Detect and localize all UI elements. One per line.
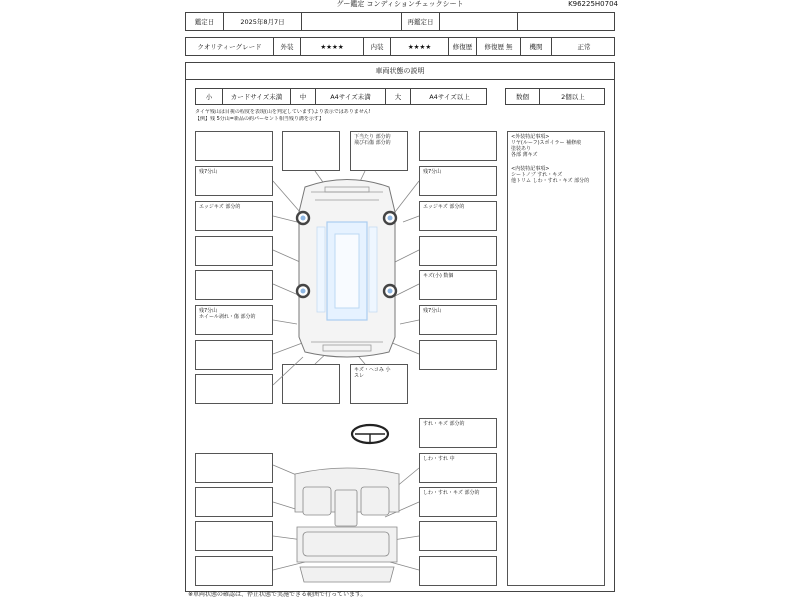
engine-label: 機関 bbox=[521, 38, 552, 55]
footer-note: ※車両状態の確認は、停止状態で実施できる範囲で行っています。 bbox=[188, 591, 367, 598]
callout-text: エッジキズ 部分的 bbox=[199, 204, 241, 210]
tire-note-1: タイヤ残山は目視の程度を表現(山を判定しています)より表示ではありません! bbox=[195, 109, 371, 115]
legend-medium: 中 bbox=[291, 89, 316, 104]
legend-large: 大 bbox=[386, 89, 411, 104]
legend-large-desc: A4サイズ以上 bbox=[429, 93, 470, 101]
callout-text: キズ・ヘコみ 小 スレ bbox=[354, 367, 391, 379]
legend-medium-desc: A4サイズ未満 bbox=[316, 89, 386, 104]
exterior-note-1: リヤ(ルーフ)スポイラー 補修痕 bbox=[511, 140, 582, 146]
document-id: K96225H0704 bbox=[568, 0, 618, 8]
rejudge-label: 再鑑定日 bbox=[402, 13, 440, 30]
section-title: 車両状態の説明 bbox=[185, 63, 615, 80]
legend-small: 小 bbox=[196, 89, 223, 104]
interior-note-1: シートノブ すれ・キズ bbox=[511, 172, 563, 178]
sheet-title: グー鑑定 コンディションチェックシート bbox=[336, 0, 464, 8]
count-value: 2個以上 bbox=[561, 93, 585, 101]
interior-rating: ★★★★ bbox=[391, 38, 449, 55]
repair-label: 修復歴 bbox=[449, 38, 477, 55]
callout-text: 残7分山 bbox=[199, 169, 218, 175]
count-label: 数個 bbox=[506, 89, 540, 104]
engine-value: 正常 bbox=[577, 43, 591, 51]
date-label: 鑑定日 bbox=[186, 13, 224, 30]
steering-wheel-icon bbox=[352, 425, 388, 443]
callout-text: しわ・すれ 中 bbox=[423, 456, 455, 462]
callout-text: キズ(小) 数個 bbox=[423, 273, 454, 279]
callout-text: エッジキズ 部分的 bbox=[423, 204, 465, 210]
callout-text: 残7分山 bbox=[423, 308, 442, 314]
exterior-label: 外装 bbox=[274, 38, 301, 55]
date-blank bbox=[302, 13, 402, 30]
date-value: 2025年8月7日 bbox=[224, 13, 302, 30]
interior-label: 内装 bbox=[364, 38, 391, 55]
date-row bbox=[185, 12, 615, 31]
grade-row bbox=[185, 37, 615, 56]
tire-note-2: 【例】残 5分山=新品の約パーセント相当残り溝を示す】 bbox=[195, 116, 324, 122]
interior-notes-heading: <内装特記事項> bbox=[511, 166, 550, 172]
rejudge-value bbox=[440, 13, 518, 30]
callout-text: 残7分山 ホイール剥れ・傷 部分的 bbox=[199, 308, 256, 320]
exterior-notes-heading: <外装特記事項> bbox=[511, 134, 550, 140]
vehicle-diagram bbox=[185, 62, 615, 592]
interior-note-2: 他トリム しわ・すれ・キズ 部分的 bbox=[511, 178, 590, 184]
exterior-note-2: 塗装あり bbox=[511, 146, 532, 152]
callout-text: 下当たり 部分的 飛び石傷 部分的 bbox=[354, 134, 391, 146]
callout-text: すれ・キズ 部分的 bbox=[423, 421, 465, 427]
callout-text: しわ・すれ・キズ 部分的 bbox=[423, 490, 480, 496]
repair-value: 修復歴 無 bbox=[477, 38, 521, 55]
rejudge-blank bbox=[518, 13, 616, 30]
legend-small-desc: カードサイズ未満 bbox=[223, 89, 291, 104]
quality-label: クオリティーグレード bbox=[186, 38, 274, 55]
exterior-note-3: 各部 薄キズ bbox=[511, 152, 538, 158]
callout-text: 残7分山 bbox=[423, 169, 442, 175]
exterior-rating: ★★★★ bbox=[301, 38, 364, 55]
